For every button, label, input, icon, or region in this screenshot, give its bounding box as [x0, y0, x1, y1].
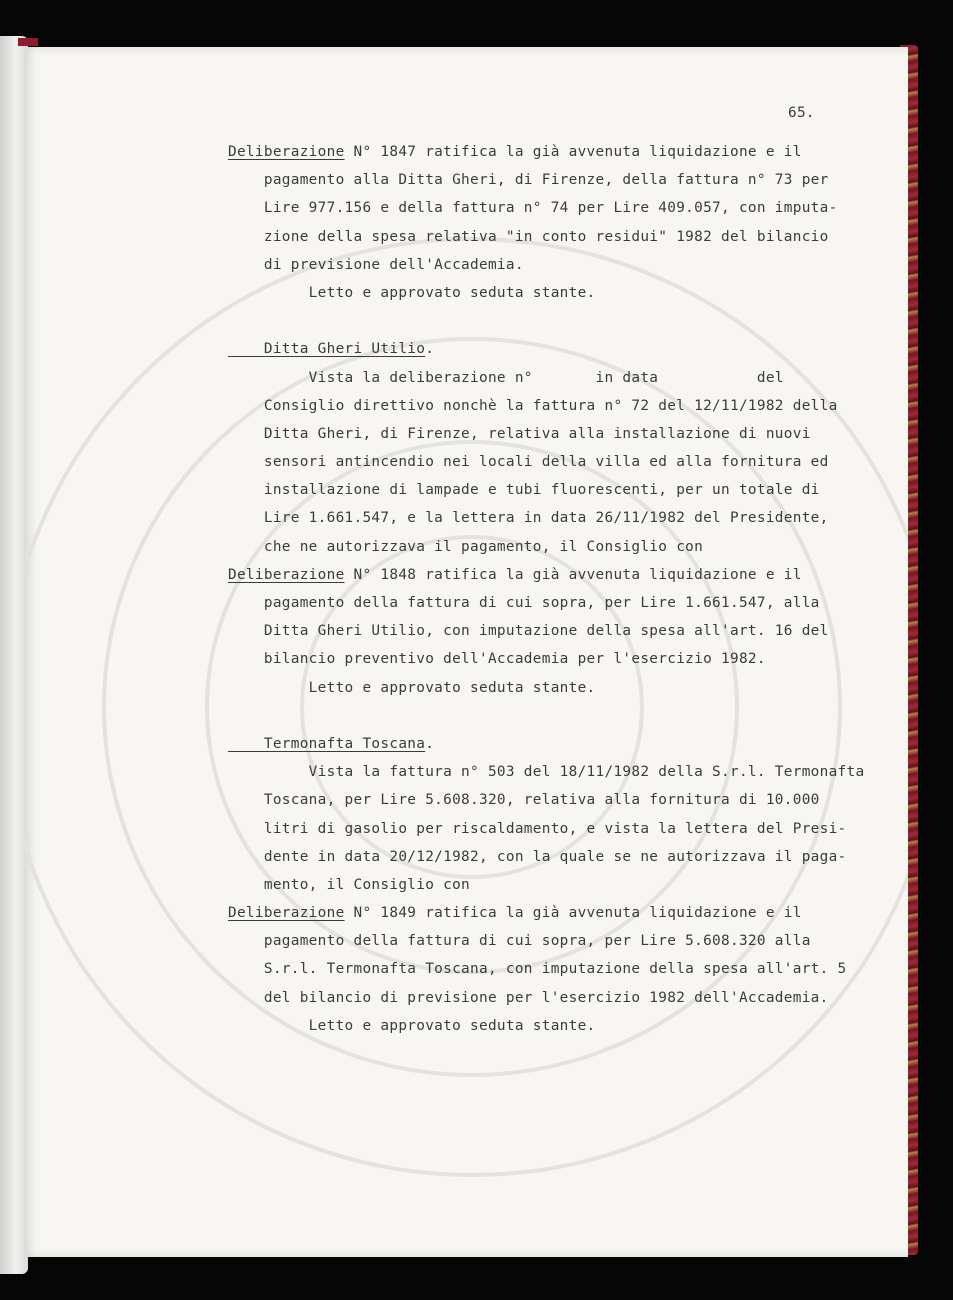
line-text: N° 1847 ratifica la già avvenuta liquidazione e il [344, 144, 802, 160]
underlined-heading: Deliberazione [228, 905, 345, 922]
text-line: pagamento della fattura di cui sopra, per Lire 1.661.547, alla [228, 595, 820, 611]
text-line: dente in data 20/12/1982, con la quale se ne autorizzava il paga- [228, 848, 847, 865]
underlined-heading: Ditta Gheri Utilio [228, 341, 426, 358]
text-line: Consiglio direttivo nonchè la fattura n° 72 del 12/11/1982 della [228, 397, 838, 414]
text-line: Letto e approvato seduta stante. [228, 1017, 596, 1034]
text-line: pagamento della fattura di cui sopra, per Lire 5.608.320 alla [228, 933, 811, 950]
document-page [24, 47, 908, 1257]
text-line: litri di gasolio per riscaldamento, e vista la lettera del Presi- [228, 820, 847, 837]
text-line [228, 335, 864, 363]
text-line [228, 899, 864, 927]
text-line: bilancio preventivo dell'Accademia per l'esercizio 1982. [228, 651, 766, 668]
text-line: Lire 977.156 e della fattura n° 74 per Lire 409.057, con imputa- [228, 200, 838, 217]
text-line: Lire 1.661.547, e la lettera in data 26/11/1982 del Presidente, [228, 510, 829, 527]
line-text: N° 1849 ratifica la già avvenuta liquidazione e il [344, 905, 802, 922]
text-line: Ditta Gheri Utilio, con imputazione della spesa all'art. 16 del [228, 623, 829, 640]
underlined-heading: Termonafta Toscana [228, 735, 426, 752]
text-line [228, 730, 864, 758]
line-text: . [425, 341, 435, 358]
typed-body-text [228, 138, 864, 1040]
text-line: zione della spesa relativa "in conto residui" 1982 del bilancio [228, 228, 829, 245]
text-line: Letto e approvato seduta stante. [228, 679, 596, 696]
text-line [228, 561, 864, 589]
line-text: . [425, 735, 435, 752]
page-number: 65. [788, 105, 815, 121]
binding-ribbon [18, 38, 38, 46]
text-line: S.r.l. Termonafta Toscana, con imputazione della spesa all'art. 5 [228, 961, 847, 978]
underlined-heading: Deliberazione [228, 566, 345, 583]
text-line: Vista la deliberazione n° in data del [228, 369, 784, 386]
text-line [228, 702, 864, 730]
line-text: N° 1848 ratifica la già avvenuta liquidazione e il [344, 566, 802, 583]
text-line [228, 138, 864, 166]
text-line: mento, il Consiglio con [228, 876, 471, 893]
text-line [228, 307, 864, 335]
text-line: Toscana, per Lire 5.608.320, relativa alla fornitura di 10.000 [228, 792, 820, 809]
text-line: installazione di lampade e tubi fluorescenti, per un totale di [228, 482, 820, 499]
text-line: del bilancio di previsione per l'esercizio 1982 dell'Accademia. [228, 989, 829, 1006]
text-line: di previsione dell'Accademia. [228, 256, 524, 273]
text-line: Vista la fattura n° 503 del 18/11/1982 della S.r.l. Termonafta [228, 764, 865, 781]
text-line: Ditta Gheri, di Firenze, relativa alla installazione di nuovi [228, 425, 811, 442]
underlined-heading: Deliberazione [228, 144, 345, 160]
text-line: sensori antincendio nei locali della villa ed alla fornitura ed [228, 454, 829, 471]
text-line: che ne autorizzava il pagamento, il Consiglio con [228, 538, 704, 555]
text-line: pagamento alla Ditta Gheri, di Firenze, della fattura n° 73 per [228, 172, 829, 189]
text-line: Letto e approvato seduta stante. [228, 284, 596, 301]
